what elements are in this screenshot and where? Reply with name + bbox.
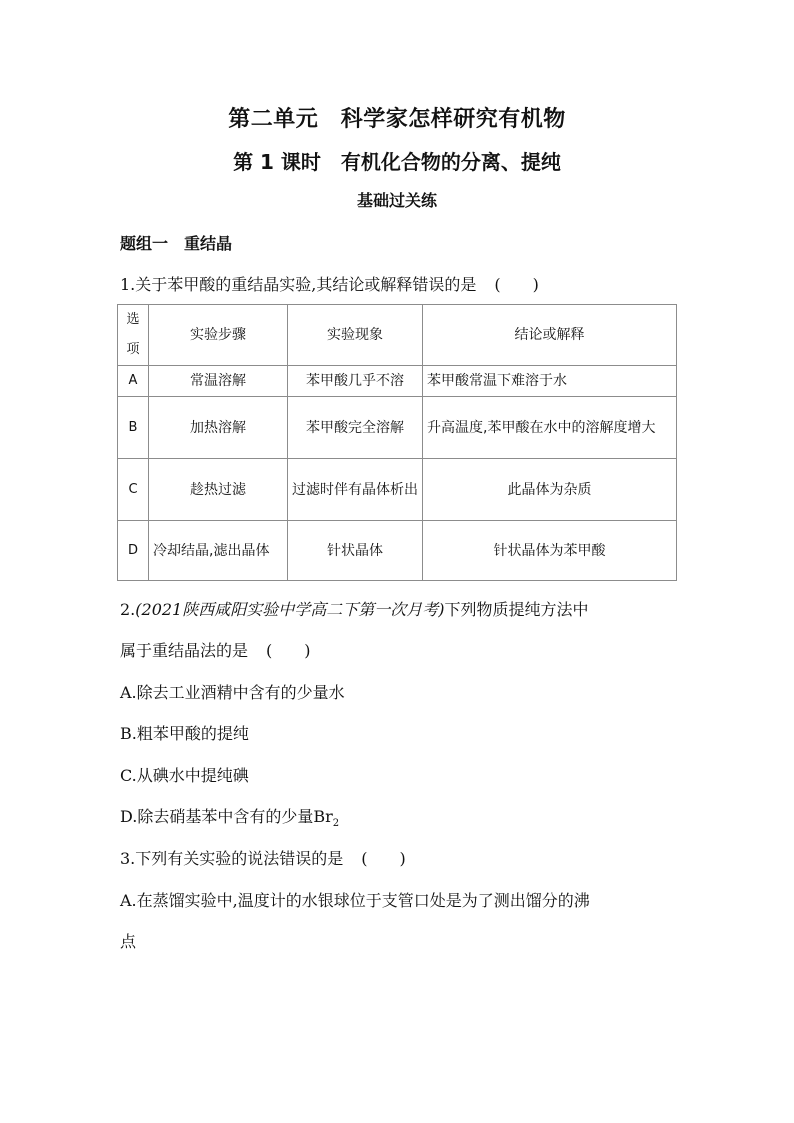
row-phenomenon: 针状晶体 — [288, 521, 423, 581]
q2-option-c: C.从碘水中提纯碘 — [120, 766, 249, 785]
q2-number: 2. — [120, 600, 136, 619]
q3-stem: 3.下列有关实验的说法错误的是 — [120, 849, 344, 868]
row-option: B — [118, 397, 149, 459]
lesson-title: 第 1 课时 有机化合物的分离、提纯 — [233, 150, 561, 174]
table-row — [118, 521, 677, 581]
q3-stem-line — [120, 846, 406, 869]
row-conclusion: 苯甲酸常温下难溶于水 — [423, 366, 677, 397]
q2-source: (2021陕西咸阳实验中学高二下第一次月考) — [135, 600, 445, 619]
group-heading: 题组一 重结晶 — [120, 234, 233, 253]
row-option: D — [118, 521, 149, 581]
q2-option-a: A.除去工业酒精中含有的少量水 — [120, 683, 345, 702]
q2-option-d-subscript: 2 — [332, 818, 340, 830]
row-step: 冷却结晶,滤出晶体 — [149, 521, 288, 581]
q1-answer-paren: ( ) — [494, 275, 539, 294]
q2-stem-line-2 — [120, 638, 311, 661]
q1-table — [117, 304, 677, 581]
table-header-row — [118, 305, 677, 366]
row-step: 趁热过滤 — [149, 459, 288, 521]
unit-title: 第二单元 科学家怎样研究有机物 — [228, 107, 566, 132]
q1-stem: 1.关于苯甲酸的重结晶实验,其结论或解释错误的是 — [120, 275, 477, 294]
row-conclusion: 针状晶体为苯甲酸 — [423, 521, 677, 581]
q2-option-d — [120, 804, 339, 829]
row-option: A — [118, 366, 149, 397]
row-conclusion: 此晶体为杂质 — [423, 459, 677, 521]
row-conclusion: 升高温度,苯甲酸在水中的溶解度增大 — [423, 397, 677, 459]
q2-stem-part1: 下列物质提纯方法中 — [444, 600, 589, 619]
row-step: 常温溶解 — [149, 366, 288, 397]
table-row — [118, 366, 677, 397]
row-step: 加热溶解 — [149, 397, 288, 459]
section-title: 基础过关练 — [356, 191, 437, 210]
header-conclusion: 结论或解释 — [423, 305, 677, 366]
row-option: C — [118, 459, 149, 521]
table-row — [118, 459, 677, 521]
row-phenomenon: 苯甲酸几乎不溶 — [288, 366, 423, 397]
q2-answer-paren: ( ) — [266, 641, 311, 660]
row-phenomenon: 苯甲酸完全溶解 — [288, 397, 423, 459]
q1-stem-line — [120, 272, 539, 295]
q3-option-a-line-1: A.在蒸馏实验中,温度计的水银球位于支管口处是为了测出馏分的沸 — [120, 891, 590, 910]
header-phenomenon: 实验现象 — [288, 305, 423, 366]
row-phenomenon: 过滤时伴有晶体析出 — [288, 459, 423, 521]
header-option: 选 项 — [118, 305, 149, 366]
q2-option-b: B.粗苯甲酸的提纯 — [120, 724, 249, 743]
q2-stem-line-1 — [120, 597, 589, 620]
q3-option-a-line-2: 点 — [120, 932, 137, 951]
q2-option-d-text: D.除去硝基苯中含有的少量Br — [120, 807, 333, 826]
header-step: 实验步骤 — [149, 305, 288, 366]
q3-answer-paren: ( ) — [361, 849, 406, 868]
table-row — [118, 397, 677, 459]
q2-stem-part2: 属于重结晶法的是 — [120, 641, 249, 660]
